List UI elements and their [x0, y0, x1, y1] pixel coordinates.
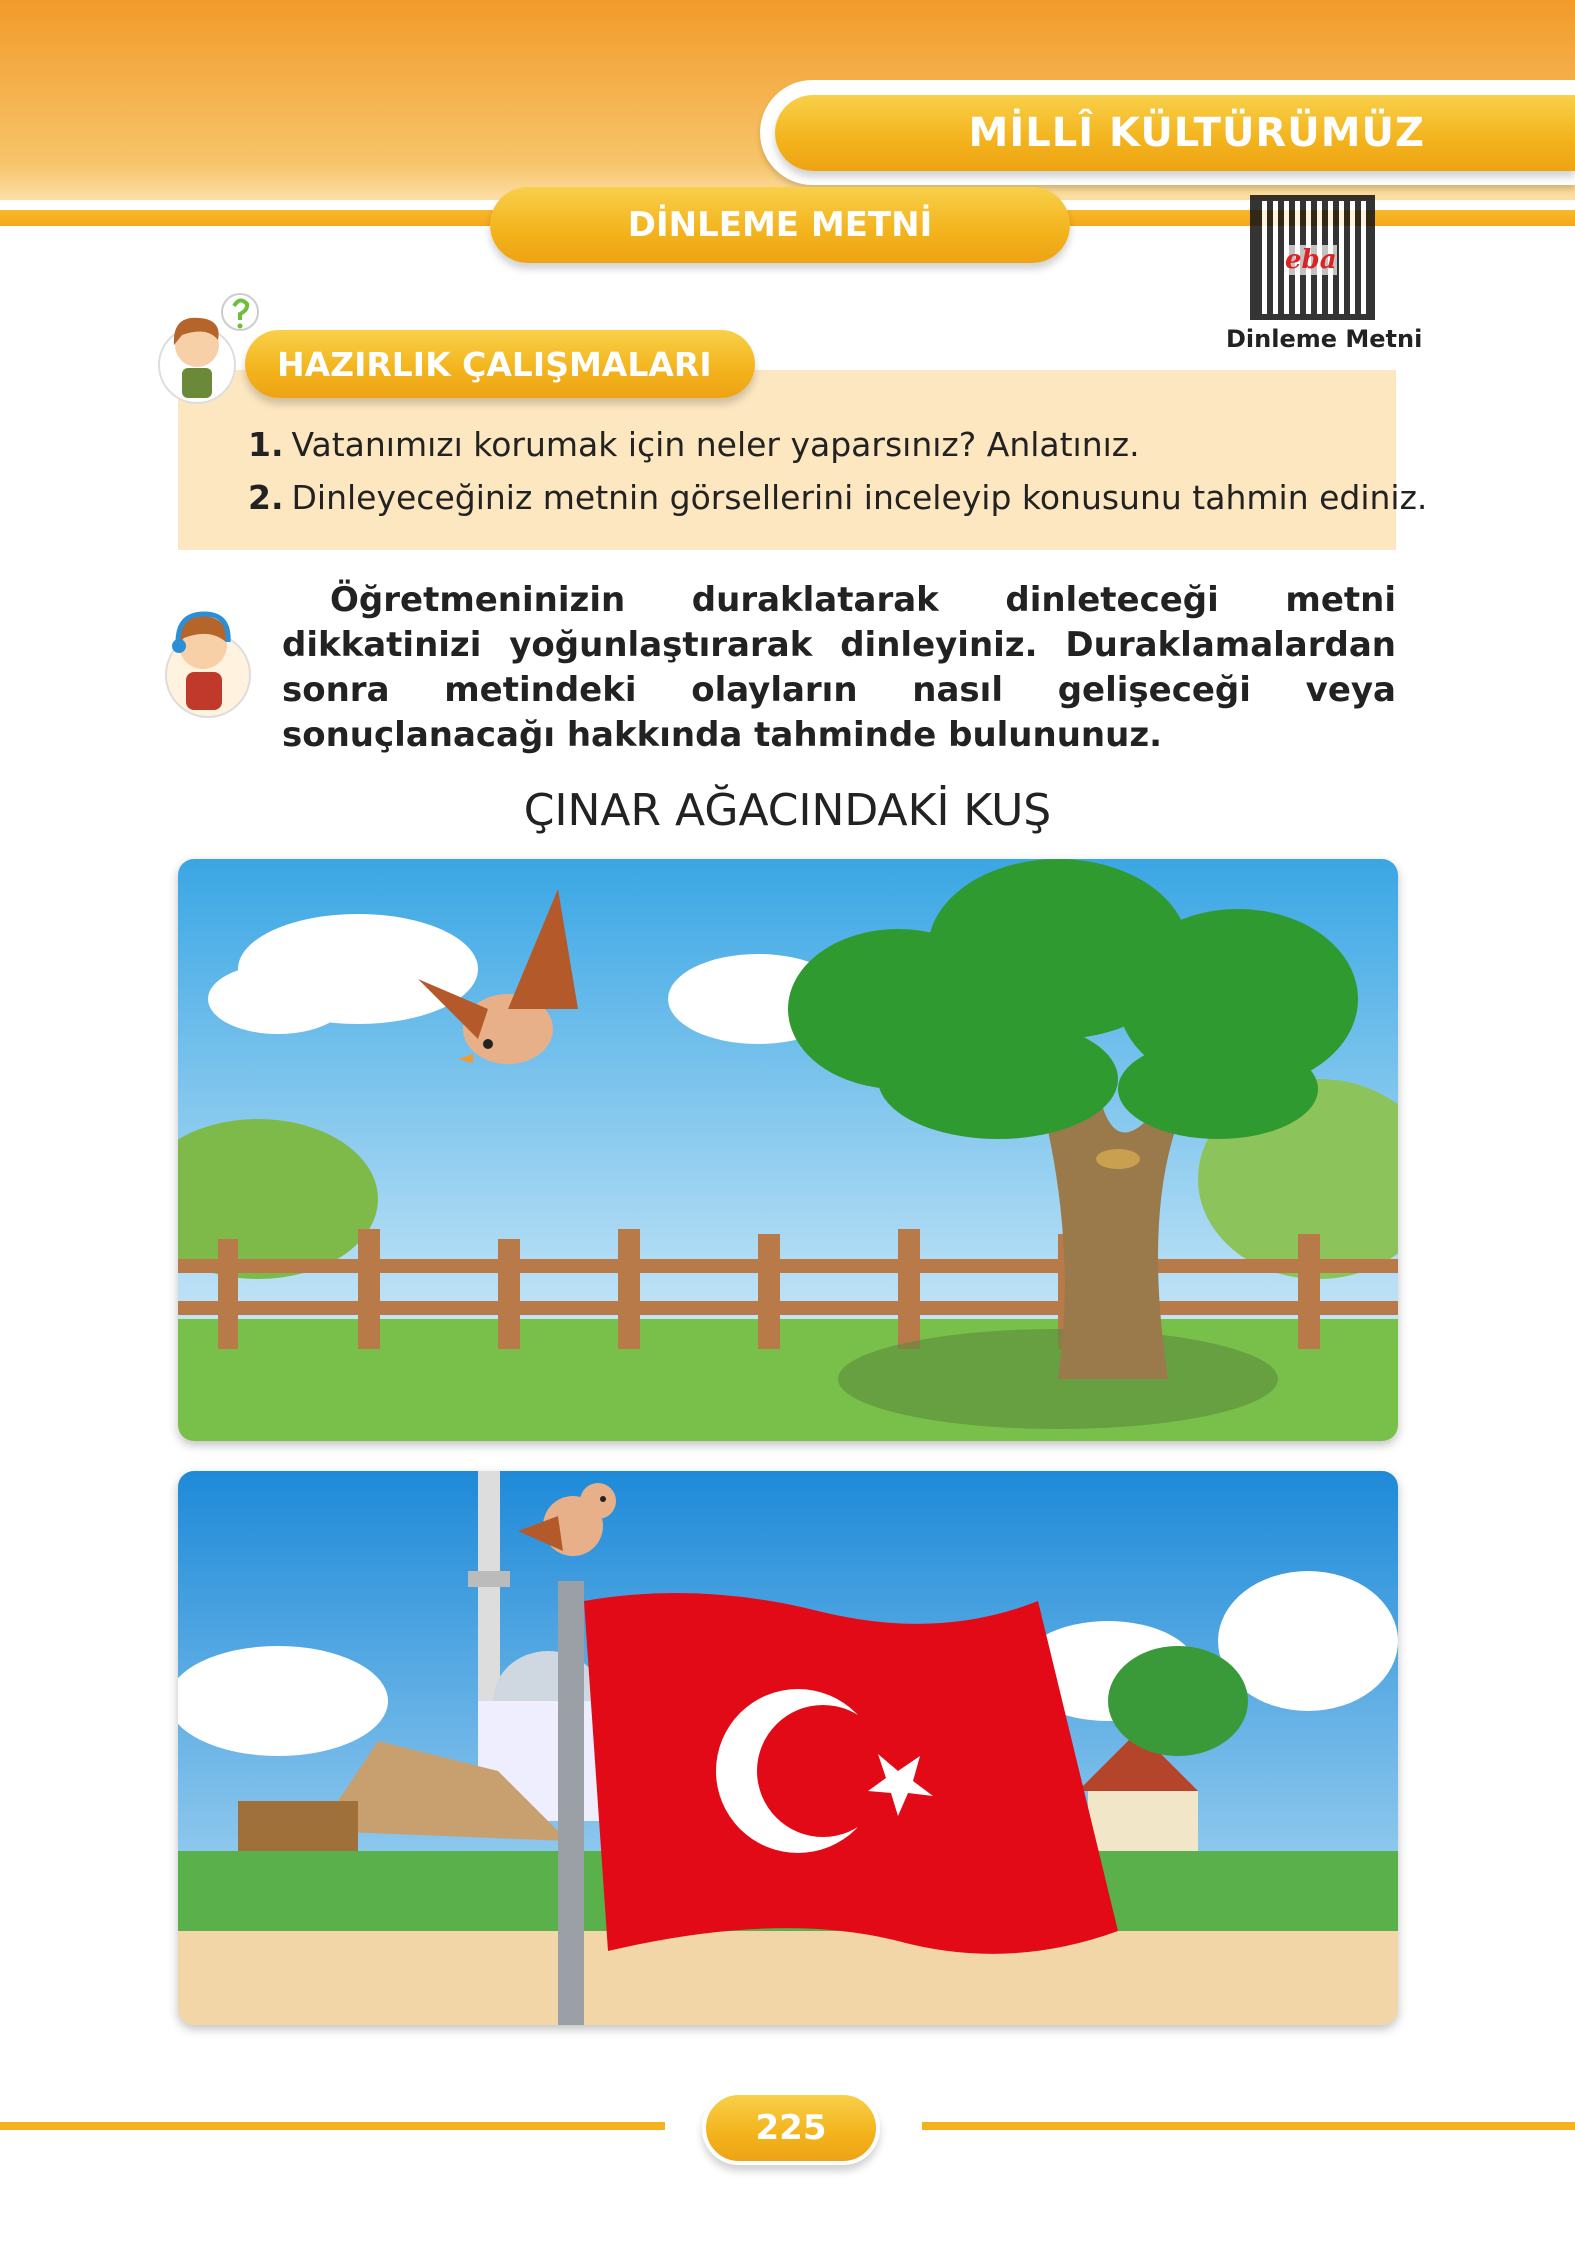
turkish-flag [584, 1593, 1118, 1954]
qr-logo: eba [1285, 245, 1337, 275]
qr-label: Dinleme Metni [1226, 325, 1423, 353]
preparation-item: 1. Vatanımızı korumak için neler yaparsınız? Anlatınız. [248, 425, 1140, 464]
page-number: 225 [702, 2091, 880, 2165]
footer-line [0, 2122, 665, 2130]
thinking-girl-icon [152, 290, 262, 405]
footer-line [922, 2122, 1575, 2130]
listening-girl-icon [148, 600, 263, 725]
section-title: DİNLEME METNİ [490, 187, 1070, 263]
unit-title: MİLLÎ KÜLTÜRÜMÜZ [775, 95, 1575, 171]
story-title: ÇINAR AĞACINDAKİ KUŞ [523, 785, 1052, 836]
preparation-title: HAZIRLIK ÇALIŞMALARI [245, 330, 755, 398]
preparation-item: 2. Dinleyeceğiniz metnin görsellerini inceleyip konusunu tahmin ediniz. [248, 478, 1428, 517]
illustration-bird-flag [178, 1471, 1398, 2025]
instruction-text: Öğretmeninizin duraklatarak dinleteceği metni dikkatinizi yoğunlaştırarak dinleyiniz. Duraklamalardan sonra metindeki olayların nasıl gelişeceği veya sonuçlanacağı hakkında tahminde bulununuz. [282, 580, 1396, 755]
illustration-bird-tree [178, 859, 1398, 1441]
